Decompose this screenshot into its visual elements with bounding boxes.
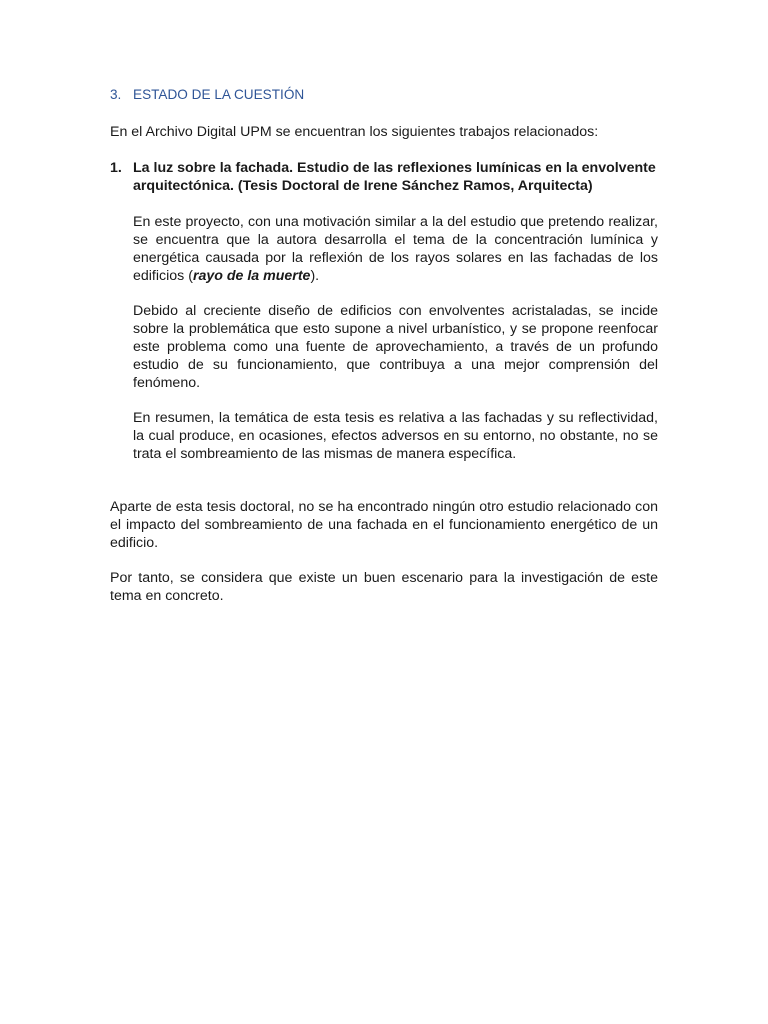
- section-title: ESTADO DE LA CUESTIÓN: [133, 87, 305, 102]
- item-paragraph-3: En resumen, la temática de esta tesis es relativa a las fachadas y su reflectividad, la cual produce, en ocasiones, efectos adversos en su entorno, no obstante, no se trata el sombreamiento de las mismas de manera específica.: [133, 410, 658, 462]
- list-item-body: [133, 213, 658, 463]
- item-paragraph-2: Debido al creciente diseño de edificios con envolventes acristaladas, se incide sobre la problemática que esto supone a nivel urbanístico, y se propone reenfocar este problema como una fuente de aprovechamiento, a través de un profundo estudio de su funcionamiento, que contribuya a una mejor comprensión del fenómeno.: [133, 303, 658, 391]
- closing-paragraph-1: Aparte de esta tesis doctoral, no se ha encontrado ningún otro estudio relacionado con el impacto del sombreamiento de una fachada en el funcionamiento energético de un edificio.: [110, 499, 658, 551]
- item-paragraph-1-start: En este proyecto, con una motivación similar a la del estudio que pretendo realizar, se encuentra que la autora desarrolla el tema de la concentración lumínica y energética causada por la reflexión de los rayos solares en las fachadas de los edificios (: [133, 214, 658, 284]
- list-item-title: [110, 159, 658, 195]
- closing-paragraph-2: Por tanto, se considera que existe un buen escenario para la investigación de este tema en concreto.: [110, 570, 658, 604]
- intro-paragraph: En el Archivo Digital UPM se encuentran los siguientes trabajos relacionados:: [110, 124, 599, 140]
- list-item-title-text: La luz sobre la fachada. Estudio de las reflexiones lumínicas en la envolvente arquitectónica. (Tesis Doctoral de Irene Sánchez Ramos, Arquitecta): [133, 160, 656, 194]
- item-paragraph-1: [133, 213, 658, 285]
- document-content: [110, 86, 658, 622]
- item-paragraph-1-end: ).: [310, 268, 320, 284]
- section-heading: [110, 86, 658, 104]
- emphasized-term: rayo de la muerte: [192, 268, 311, 284]
- section-number: 3.: [110, 87, 122, 102]
- list-item-number: 1.: [110, 160, 122, 176]
